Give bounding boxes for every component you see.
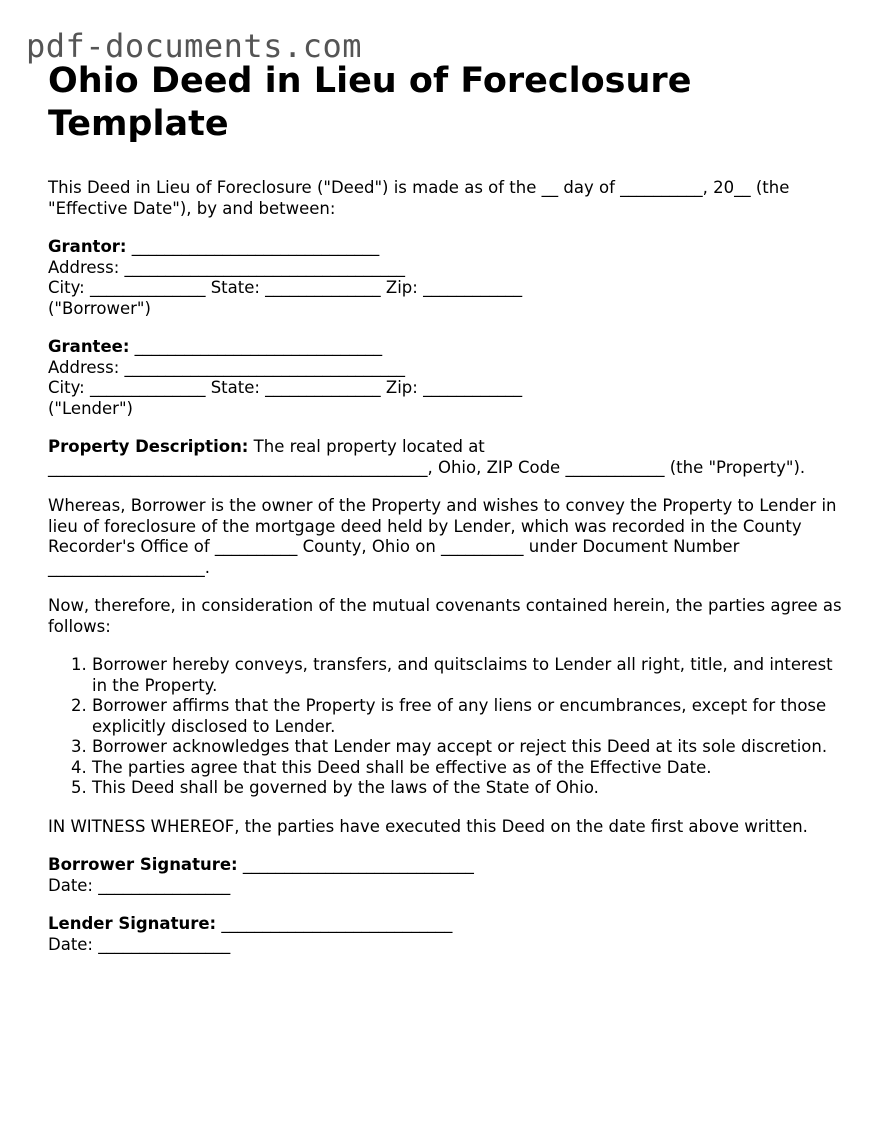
lender-signature-blank: ____________________________ xyxy=(216,914,453,933)
grantee-city-state-zip: City: ______________ State: ______________ Zip: ____________ xyxy=(48,378,523,397)
grantee-name-blank: ______________________________ xyxy=(129,337,383,356)
property-label: Property Description: xyxy=(48,437,249,456)
list-item: 4. The parties agree that this Deed shall be effective as of the Effective Date. xyxy=(92,758,848,779)
borrower-signature-label: Borrower Signature: xyxy=(48,855,238,874)
whereas-paragraph: Whereas, Borrower is the owner of the Property and wishes to convey the Property to Lender in lieu of foreclosure of the mortgage deed held by Lender, which was recorded in the County Recorder's Office of __________ County, Ohio on __________ under Document Number ___________________. xyxy=(48,496,837,577)
list-item: 2. Borrower affirms that the Property is free of any liens or encumbrances, except for those explicitly disclosed to Lender. xyxy=(92,696,848,737)
page-title: Ohio Deed in Lieu of Foreclosure Template xyxy=(48,61,692,144)
grantor-name-line xyxy=(48,237,848,258)
document-page xyxy=(48,60,848,973)
terms-list xyxy=(48,655,848,799)
property-text: The real property located at ______________________________________________, Ohio, ZIP Code ____________ (the "Property"). xyxy=(48,437,806,477)
grantor-address: Address: __________________________________ xyxy=(48,257,406,277)
borrower-signature-blank: ____________________________ xyxy=(237,855,474,874)
grantee-block xyxy=(48,337,848,419)
property-description xyxy=(48,437,848,478)
lender-signature-block xyxy=(48,914,848,955)
witness-paragraph: IN WITNESS WHEREOF, the parties have executed this Deed on the date first above written. xyxy=(48,816,808,836)
grantor-label: Grantor: xyxy=(48,237,127,256)
watermark: pdf-documents.com xyxy=(26,27,363,65)
grantor-name-blank: ______________________________ xyxy=(126,237,380,256)
now-therefore-paragraph: Now, therefore, in consideration of the mutual covenants contained herein, the parties agree as follows: xyxy=(48,596,842,636)
borrower-signature-line xyxy=(48,855,848,876)
grantee-address: Address: __________________________________ xyxy=(48,357,406,377)
intro-paragraph: This Deed in Lieu of Foreclosure ("Deed") is made as of the __ day of __________, 20__ (the "Effective Date"), by and between: xyxy=(48,178,790,218)
list-item: 1. Borrower hereby conveys, transfers, and quitsclaims to Lender all right, title, and interest in the Property. xyxy=(92,655,848,696)
grantee-label: Grantee: xyxy=(48,337,130,356)
grantor-city-state-zip: City: ______________ State: ______________ Zip: ____________ xyxy=(48,278,523,297)
lender-signature-label: Lender Signature: xyxy=(48,914,217,933)
borrower-date: Date: ________________ xyxy=(48,875,231,895)
borrower-signature-block xyxy=(48,855,848,896)
grantee-name-line xyxy=(48,337,848,358)
list-item: 5. This Deed shall be governed by the laws of the State of Ohio. xyxy=(92,778,848,799)
lender-signature-line xyxy=(48,914,848,935)
list-item: 3. Borrower acknowledges that Lender may accept or reject this Deed at its sole discretion. xyxy=(92,737,848,758)
grantor-role: ("Borrower") xyxy=(48,298,151,318)
grantor-block xyxy=(48,237,848,319)
lender-date: Date: ________________ xyxy=(48,934,231,954)
grantee-role: ("Lender") xyxy=(48,398,133,418)
